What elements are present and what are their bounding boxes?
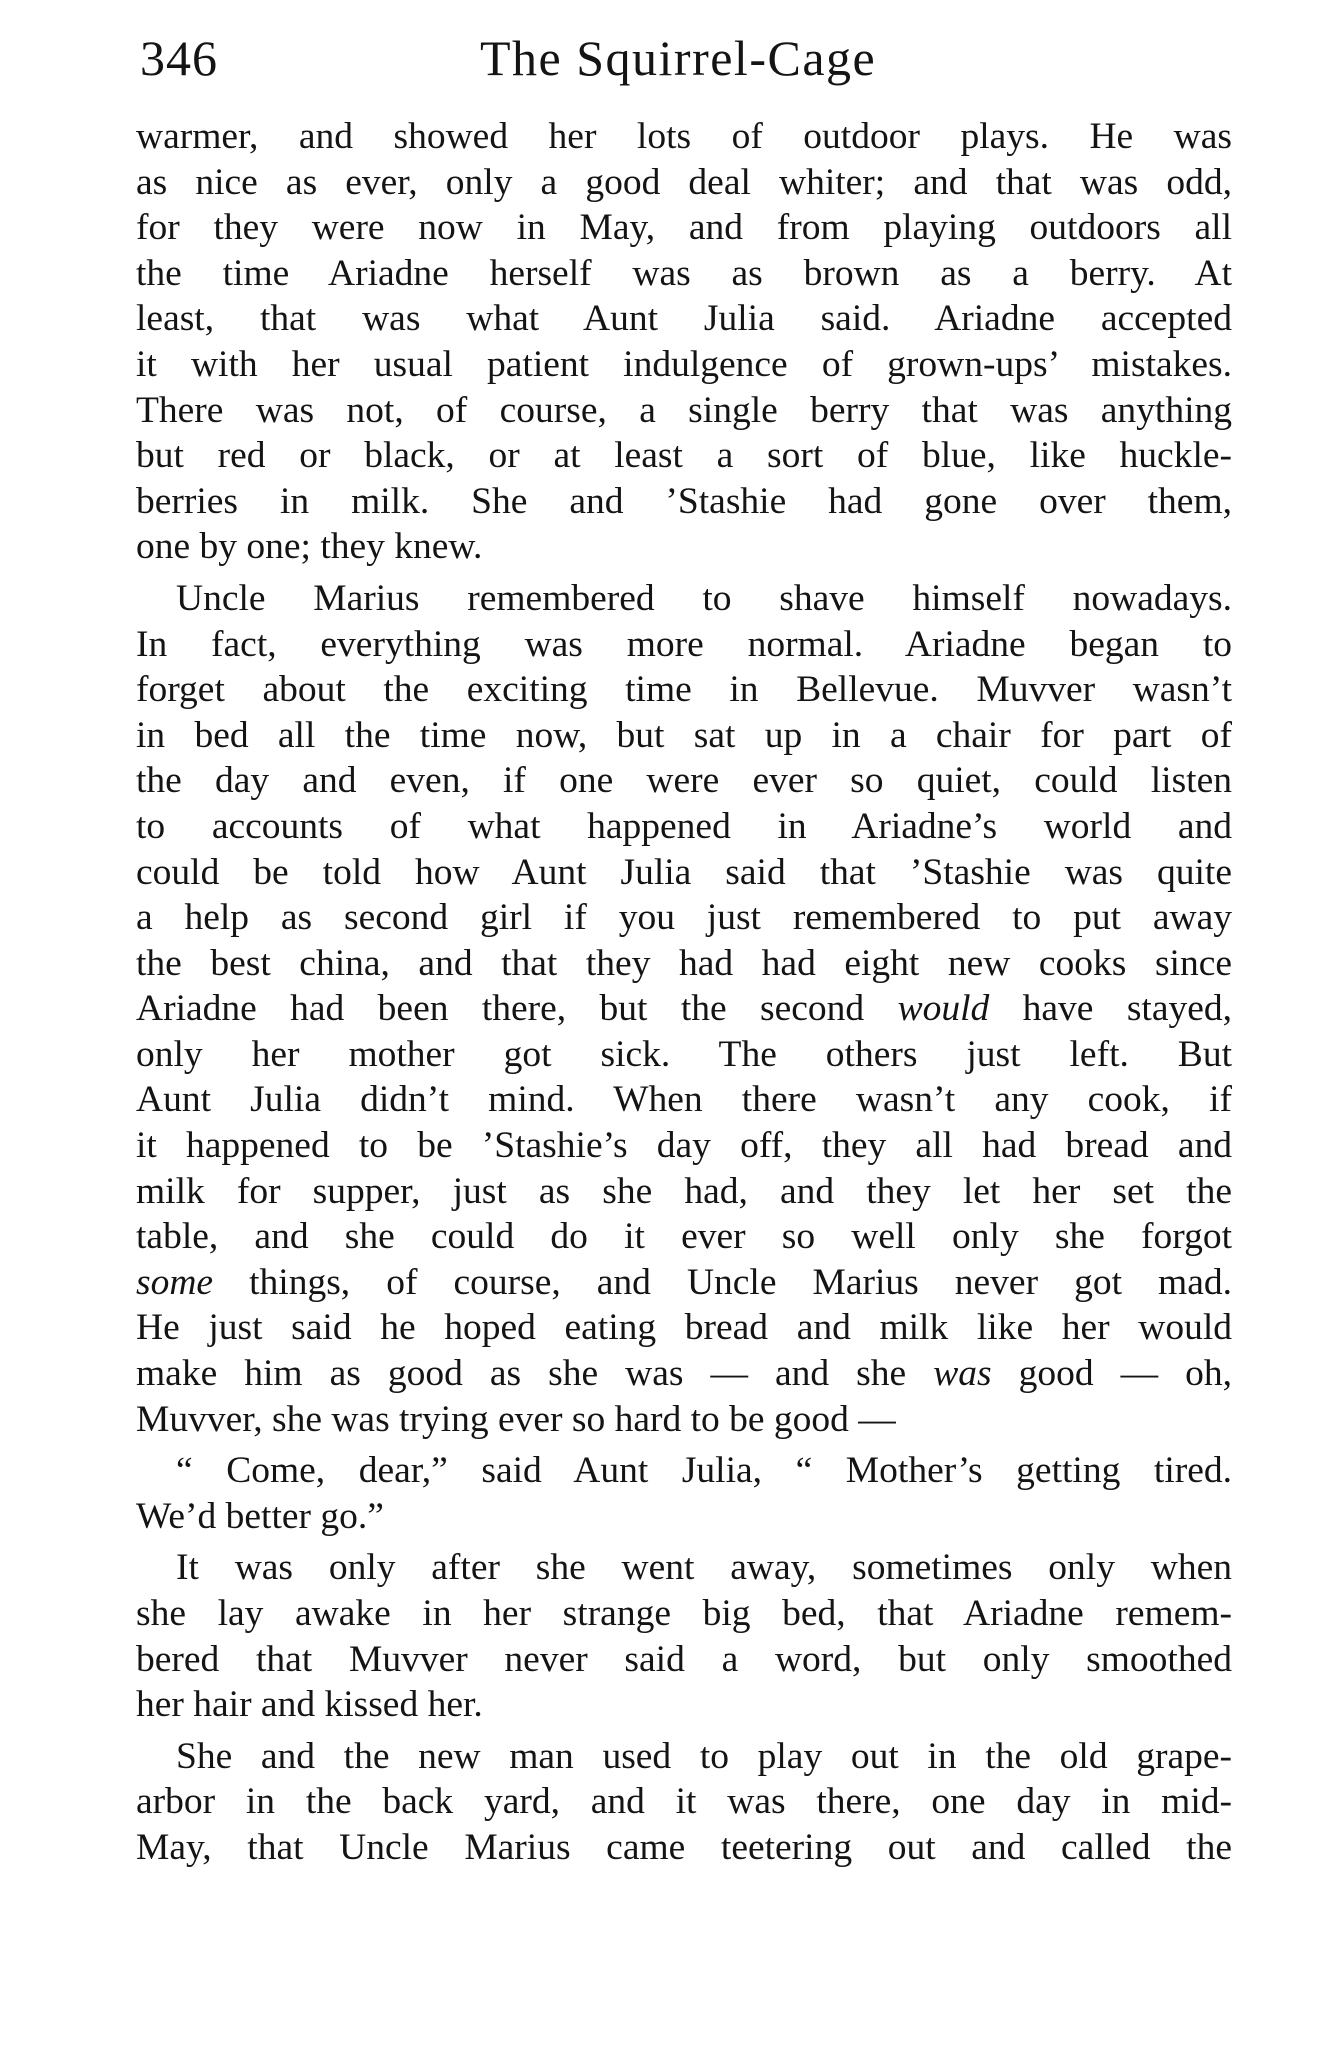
text-line: In fact, everything was more normal. Ariadne began to — [136, 623, 1232, 665]
text-line — [136, 1260, 1232, 1306]
text-line: warmer, and showed her lots of outdoor plays. He was — [136, 116, 1232, 157]
text-line: It was only after she went away, sometimes only when — [176, 1547, 1232, 1589]
text-line: but red or black, or at least a sort of blue, like huckle- — [136, 435, 1232, 477]
body-text — [136, 114, 1232, 1877]
text-run: make him as good as she was — and she — [136, 1353, 934, 1395]
text-line: May, that Uncle Marius came teetering out and called the — [136, 1826, 1232, 1868]
text-line: forget about the exciting time in Bellevue. Muvver wasn’t — [136, 669, 1232, 711]
text-line: the best china, and that they had had eight new cooks since — [136, 942, 1232, 984]
text-line: only her mother got sick. The others just left. But — [136, 1033, 1232, 1075]
text-line: the time Ariadne herself was as brown as a berry. At — [136, 252, 1232, 294]
paragraph-3 — [136, 1448, 1232, 1539]
text-line: arbor in the back yard, and it was there, one day in mid- — [136, 1781, 1232, 1823]
text-line: a help as second girl if you just remembered to put away — [136, 897, 1232, 939]
text-line: to accounts of what happened in Ariadne’s world and — [136, 805, 1232, 847]
text-line: least, that was what Aunt Julia said. Ariadne accepted — [136, 298, 1232, 340]
text-line — [136, 1351, 1232, 1397]
italic-word: was — [933, 1353, 992, 1395]
text-line: berries in milk. She and ’Stashie had gone over them, — [136, 480, 1232, 522]
text-line: Uncle Marius remembered to shave himself nowadays. — [176, 577, 1232, 619]
italic-word: would — [897, 988, 990, 1030]
paragraph-2 — [136, 576, 1232, 1442]
text-line: table, and she could do it ever so well only she forgot — [136, 1216, 1232, 1258]
text-line: the day and even, if one were ever so quiet, could listen — [136, 760, 1232, 802]
text-run: good — oh, — [991, 1353, 1232, 1395]
text-run: have stayed, — [989, 988, 1232, 1030]
text-run: Ariadne had been there, but the second — [136, 988, 898, 1030]
paragraph-5 — [136, 1734, 1232, 1871]
italic-word: some — [136, 1261, 214, 1303]
paragraph-1 — [136, 114, 1232, 570]
page-number: 346 — [140, 30, 218, 86]
paragraph-4 — [136, 1545, 1232, 1727]
text-line: Muvver, she was trying ever so hard to be good — — [136, 1398, 896, 1440]
text-line: for they were now in May, and from playing outdoors all — [136, 207, 1232, 249]
text-line: “ Come, dear,” said Aunt Julia, “ Mother’s getting tired. — [176, 1450, 1232, 1492]
text-line: she lay awake in her strange big bed, that Ariadne remem- — [136, 1593, 1232, 1634]
text-line: it happened to be ’Stashie’s day off, they all had bread and — [136, 1125, 1232, 1167]
text-line: Aunt Julia didn’t mind. When there wasn’t any cook, if — [136, 1079, 1232, 1121]
text-line: He just said he hoped eating bread and milk like her would — [136, 1307, 1232, 1349]
text-line — [136, 986, 1232, 1032]
text-line: bered that Muvver never said a word, but only smoothed — [136, 1638, 1232, 1680]
text-run: things, of course, and Uncle Marius never got mad. — [213, 1261, 1232, 1303]
text-line: We’d better go.” — [136, 1495, 384, 1537]
text-line: as nice as ever, only a good deal whiter; and that was odd, — [136, 161, 1232, 203]
page-header — [140, 18, 1230, 98]
text-line: There was not, of course, a single berry that was anything — [136, 389, 1232, 431]
text-line: it with her usual patient indulgence of grown-ups’ mistakes. — [136, 343, 1232, 385]
running-title: The Squirrel-Cage — [480, 30, 877, 86]
text-line: one by one; they knew. — [136, 526, 483, 568]
text-line: in bed all the time now, but sat up in a chair for part of — [136, 714, 1232, 756]
text-line: She and the new man used to play out in the old grape- — [176, 1735, 1232, 1777]
text-line: milk for supper, just as she had, and they let her set the — [136, 1170, 1232, 1212]
text-line: could be told how Aunt Julia said that ’Stashie was quite — [136, 851, 1232, 893]
text-line: her hair and kissed her. — [136, 1684, 483, 1726]
